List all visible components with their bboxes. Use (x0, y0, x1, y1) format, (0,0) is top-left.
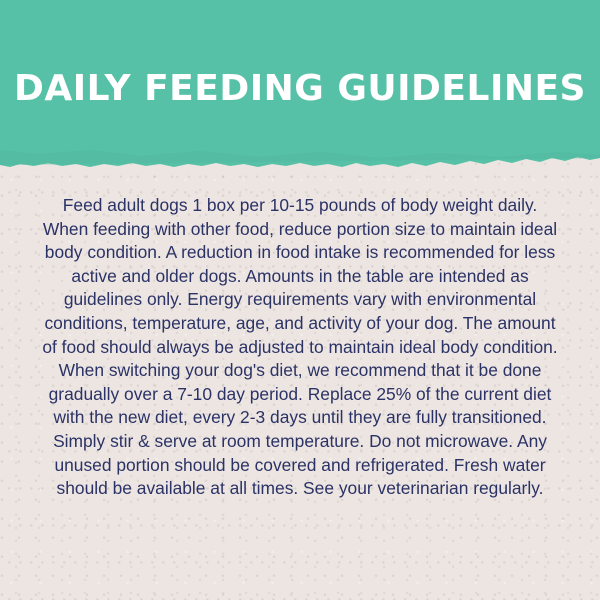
feeding-instructions-paragraph: Feed adult dogs 1 box per 10-15 pounds of body weight daily. When feeding with other food, reduce portion size to maintain ideal body condition. A reduction in food intake is recommended for less active and older dogs. Amounts in the table are intended as guidelines only. Energy requirements vary with environmental conditions, temperature, age, and activity of your dog. The amount of food should always be adjusted to maintain ideal body condition. When switching your dog's diet, we recommend that it be done gradually over a 7-10 day period. Replace 25% of the current diet with the new diet, every 2-3 days until they are fully transitioned. Simply stir & serve at room temperature. Do not microwave. Any unused portion should be covered and refrigerated. Fresh water should be available at all times. See your veterinarian regularly. (42, 195, 558, 499)
page-title: DAILY FEEDING GUIDELINES (14, 68, 586, 109)
